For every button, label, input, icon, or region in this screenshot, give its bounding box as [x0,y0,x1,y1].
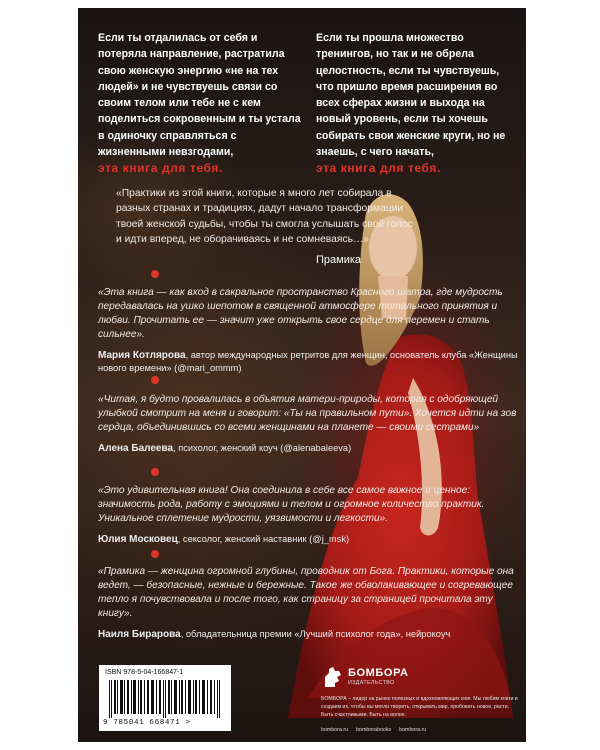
barcode-panel [99,665,231,731]
review-block [98,393,523,455]
review-author [98,442,523,455]
bullet-dot [151,376,159,384]
review-author-name: Наиля Бирарова [98,629,181,640]
bullet-dot [151,270,159,278]
author-signature: Прамика [316,254,362,266]
review-block [98,286,523,375]
book-back-cover [78,8,526,742]
isbn-text: ISBN 978-5-04-166847-1 [105,669,184,676]
bullet-dot [151,550,159,558]
review-text: «Прамика — женщина огромной глубины, проводник от Бога. Практики, которые она ведет, — безопасные, нежные и бережные. Такое же обволакивающее и согревающее тепло я почувствовала и после того, как страницу за страницей прочитала эту книгу». [98,566,514,619]
publisher-link-website[interactable]: bombora.ru [321,727,349,733]
intro-paragraph-left [98,30,303,177]
review-author-name: Алена Балеева [98,443,174,454]
intro-right-highlight: эта книга для тебя. [316,161,441,176]
review-author-name: Мария Котлярова [98,350,186,361]
publisher-description: БОМБОРА – лидер на рынке полезных и вдохновляющих книг. Мы любим книги и создаем их, чтобы вы могли творить, открывать мир, пробовать новое, расти. Быть счастливыми. Быть на волне. [321,696,518,718]
intro-right-text: Если ты прошла множество тренингов, но так и не обрела целостность, если ты чувствуешь, что пришло время расширения во всех сферах жизни и выхода на новый уровень, если ты хочешь собирать свои женские круги, но не знаешь, с чего начать, [316,32,506,159]
bombora-logo-icon [321,665,345,689]
publisher-links [321,727,521,733]
intro-left-text: Если ты отдалилась от себя и потеряла направление, растратила свою женскую энергию «не на тех людей» и не чувствуешь связи со своим телом или тебе не с кем поделиться сокровенным и ты устала в одиночку справляться с жизненными невзгодами, [98,32,301,159]
review-author-name: Юлия Московец [98,534,178,545]
review-text: «Читая, я будто провалилась в объятия матери-природы, которая с одобряющей улыбкой смотрит на меня и говорит: «Ты на правильном пути». Хочется идти на зов сердца, объединившись со всеми женщинами на планете — своими сестрами» [98,394,517,433]
review-text: «Это удивительная книга! Она соединила в себе все самое важное и ценное: значимость рода, работу с эмоциями и телом и огромное количество практик. Уникальное сплетение мудрости, уязвимости и легкости». [98,485,485,524]
intro-left-highlight: эта книга для тебя. [98,161,223,176]
review-author-desc: , автор международных ретритов для женщин, основатель клуба «Женщины нового времени» (@mari_ommm) [98,350,518,373]
review-author-desc: , психолог, женский коуч (@alenabaleeva) [173,443,352,453]
review-author [98,628,523,641]
author-quote: «Практики из этой книги, которые я много лет собирала в разных странах и традициях, дадут начало трансформации твоей женской судьбы, чтобы ты смогла услышать свой голос и идти вперед, не оборачиваясь и не сомневаясь…» [116,188,413,246]
intro-paragraph-right [316,30,516,177]
bullet-dot [151,468,159,476]
review-author [98,349,523,375]
review-author-desc: , сексолог, женский наставник (@j_msk) [177,534,350,544]
publisher-name: БОМБОРА [348,667,409,679]
barcode-number: 9 785041 668471 > [103,719,191,727]
woman-in-red-dress-photo [248,178,518,742]
barcode-bars [109,680,221,718]
publisher-subtitle: ИЗДАТЕЛЬСТВО [348,680,395,686]
publisher-link-website-2[interactable]: bombora.ru [399,727,427,733]
review-block [98,484,523,546]
review-author-desc: , обладательница премии «Лучший психолог года», нейрокоуч [180,629,451,639]
review-author [98,533,523,546]
publisher-link-social[interactable]: bomborabooks [356,727,392,733]
review-block [98,565,523,641]
review-text: «Эта книга — как вход в сакральное пространство Красного шатра, где мудрость передавалась на ушко шепотом в священной атмосфере тотального принятия и любви. Прочитать ее — значит уже открыть свое сердце для перемен и стать сильнее». [98,287,503,340]
